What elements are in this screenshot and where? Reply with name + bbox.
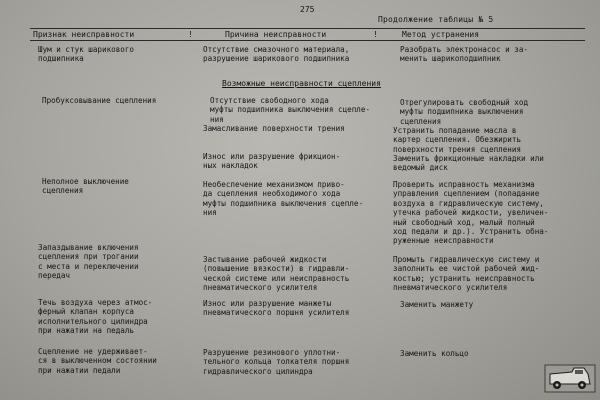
- table-continuation-label: Продолжение таблицы № 5: [378, 15, 494, 24]
- header-separator: !: [373, 30, 378, 39]
- row-cause: Замасливание поверхности трения: [203, 124, 345, 133]
- header-rule-top: [30, 28, 585, 29]
- row-remedy: Заменить фрикционные накладки или ведомый диск: [393, 154, 544, 173]
- truck-icon: [544, 362, 596, 394]
- row-remedy: Заменить кольцо: [400, 349, 469, 358]
- row-cause: Износ или разрушение манжеты пневматического поршня усилителя: [203, 299, 350, 318]
- row-cause: Застывание рабочей жидкости (повышение вязкости) в гидравли- ческой системе или неисправность пневматического усилителя: [203, 255, 350, 293]
- row-cause: Износ или разрушение фрикцион- ных накладок: [203, 152, 341, 171]
- row-remedy: Устранить попадание масла в картер сцепления. Обезжирить поверхности трения сцепления: [393, 126, 522, 154]
- row-symptom: Неполное выключение сцепления: [42, 177, 129, 196]
- row-symptom: Пробуксовывание сцепления: [42, 96, 157, 105]
- header-separator: !: [188, 30, 193, 39]
- row-cause: Отсутствие свободного хода муфты подшипника выключения сцепле- ния: [210, 96, 371, 124]
- header-col-symptom: Признак неисправности: [33, 30, 135, 39]
- row-cause: Отсутствие смазочного материала, разрушение шарикового подшипника: [203, 45, 350, 64]
- row-symptom: Запаздывание включения сцепления при трогании с места и переключении передач: [38, 243, 139, 281]
- row-remedy: Заменить манжету: [400, 300, 474, 309]
- row-remedy: Разобрать электронасос и за- менить шарикоподшипник: [400, 45, 529, 64]
- header-col-cause: Причина неисправности: [225, 30, 327, 39]
- row-remedy: Отрегулировать свободный ход муфты подшипника выключения сцепления: [400, 98, 529, 126]
- row-symptom: Течь воздуха через атмос- ферный клапан корпуса исполнительного цилиндра при нажатии на педаль: [38, 298, 153, 336]
- row-remedy: Промыть гидравлическую систему и заполнить ее чистой рабочей жид- костью; устранить неисправность пневматического усилителя: [393, 255, 540, 293]
- row-cause: Необеспечение механизмом приво- да сцепления необходимого хода муфты подшипника выключения сцепле- ния: [203, 180, 364, 218]
- row-remedy: Проверить исправность механизма управления сцеплением (попадание воздуха в гидравлическую систему, утечка рабочей жидкости, увеличен- ный свободный ход, малый полный ход педали и др.). Устранить обна- руженные неисправности: [393, 180, 549, 246]
- section-title: Возможные неисправности сцепления: [222, 79, 381, 88]
- row-cause: Разрушение резинового уплотни- тельного кольца толкателя поршня гидравлического цилиндра: [203, 348, 350, 376]
- row-symptom: Шум и стук шарикового подшипника: [38, 45, 135, 64]
- row-symptom: Сцепление не удерживает- ся в выключенном состоянии при нажатии педали: [38, 347, 157, 375]
- header-col-remedy: Метод устранения: [402, 30, 480, 39]
- header-rule-bottom: [30, 40, 585, 41]
- page-number: 275: [300, 5, 315, 14]
